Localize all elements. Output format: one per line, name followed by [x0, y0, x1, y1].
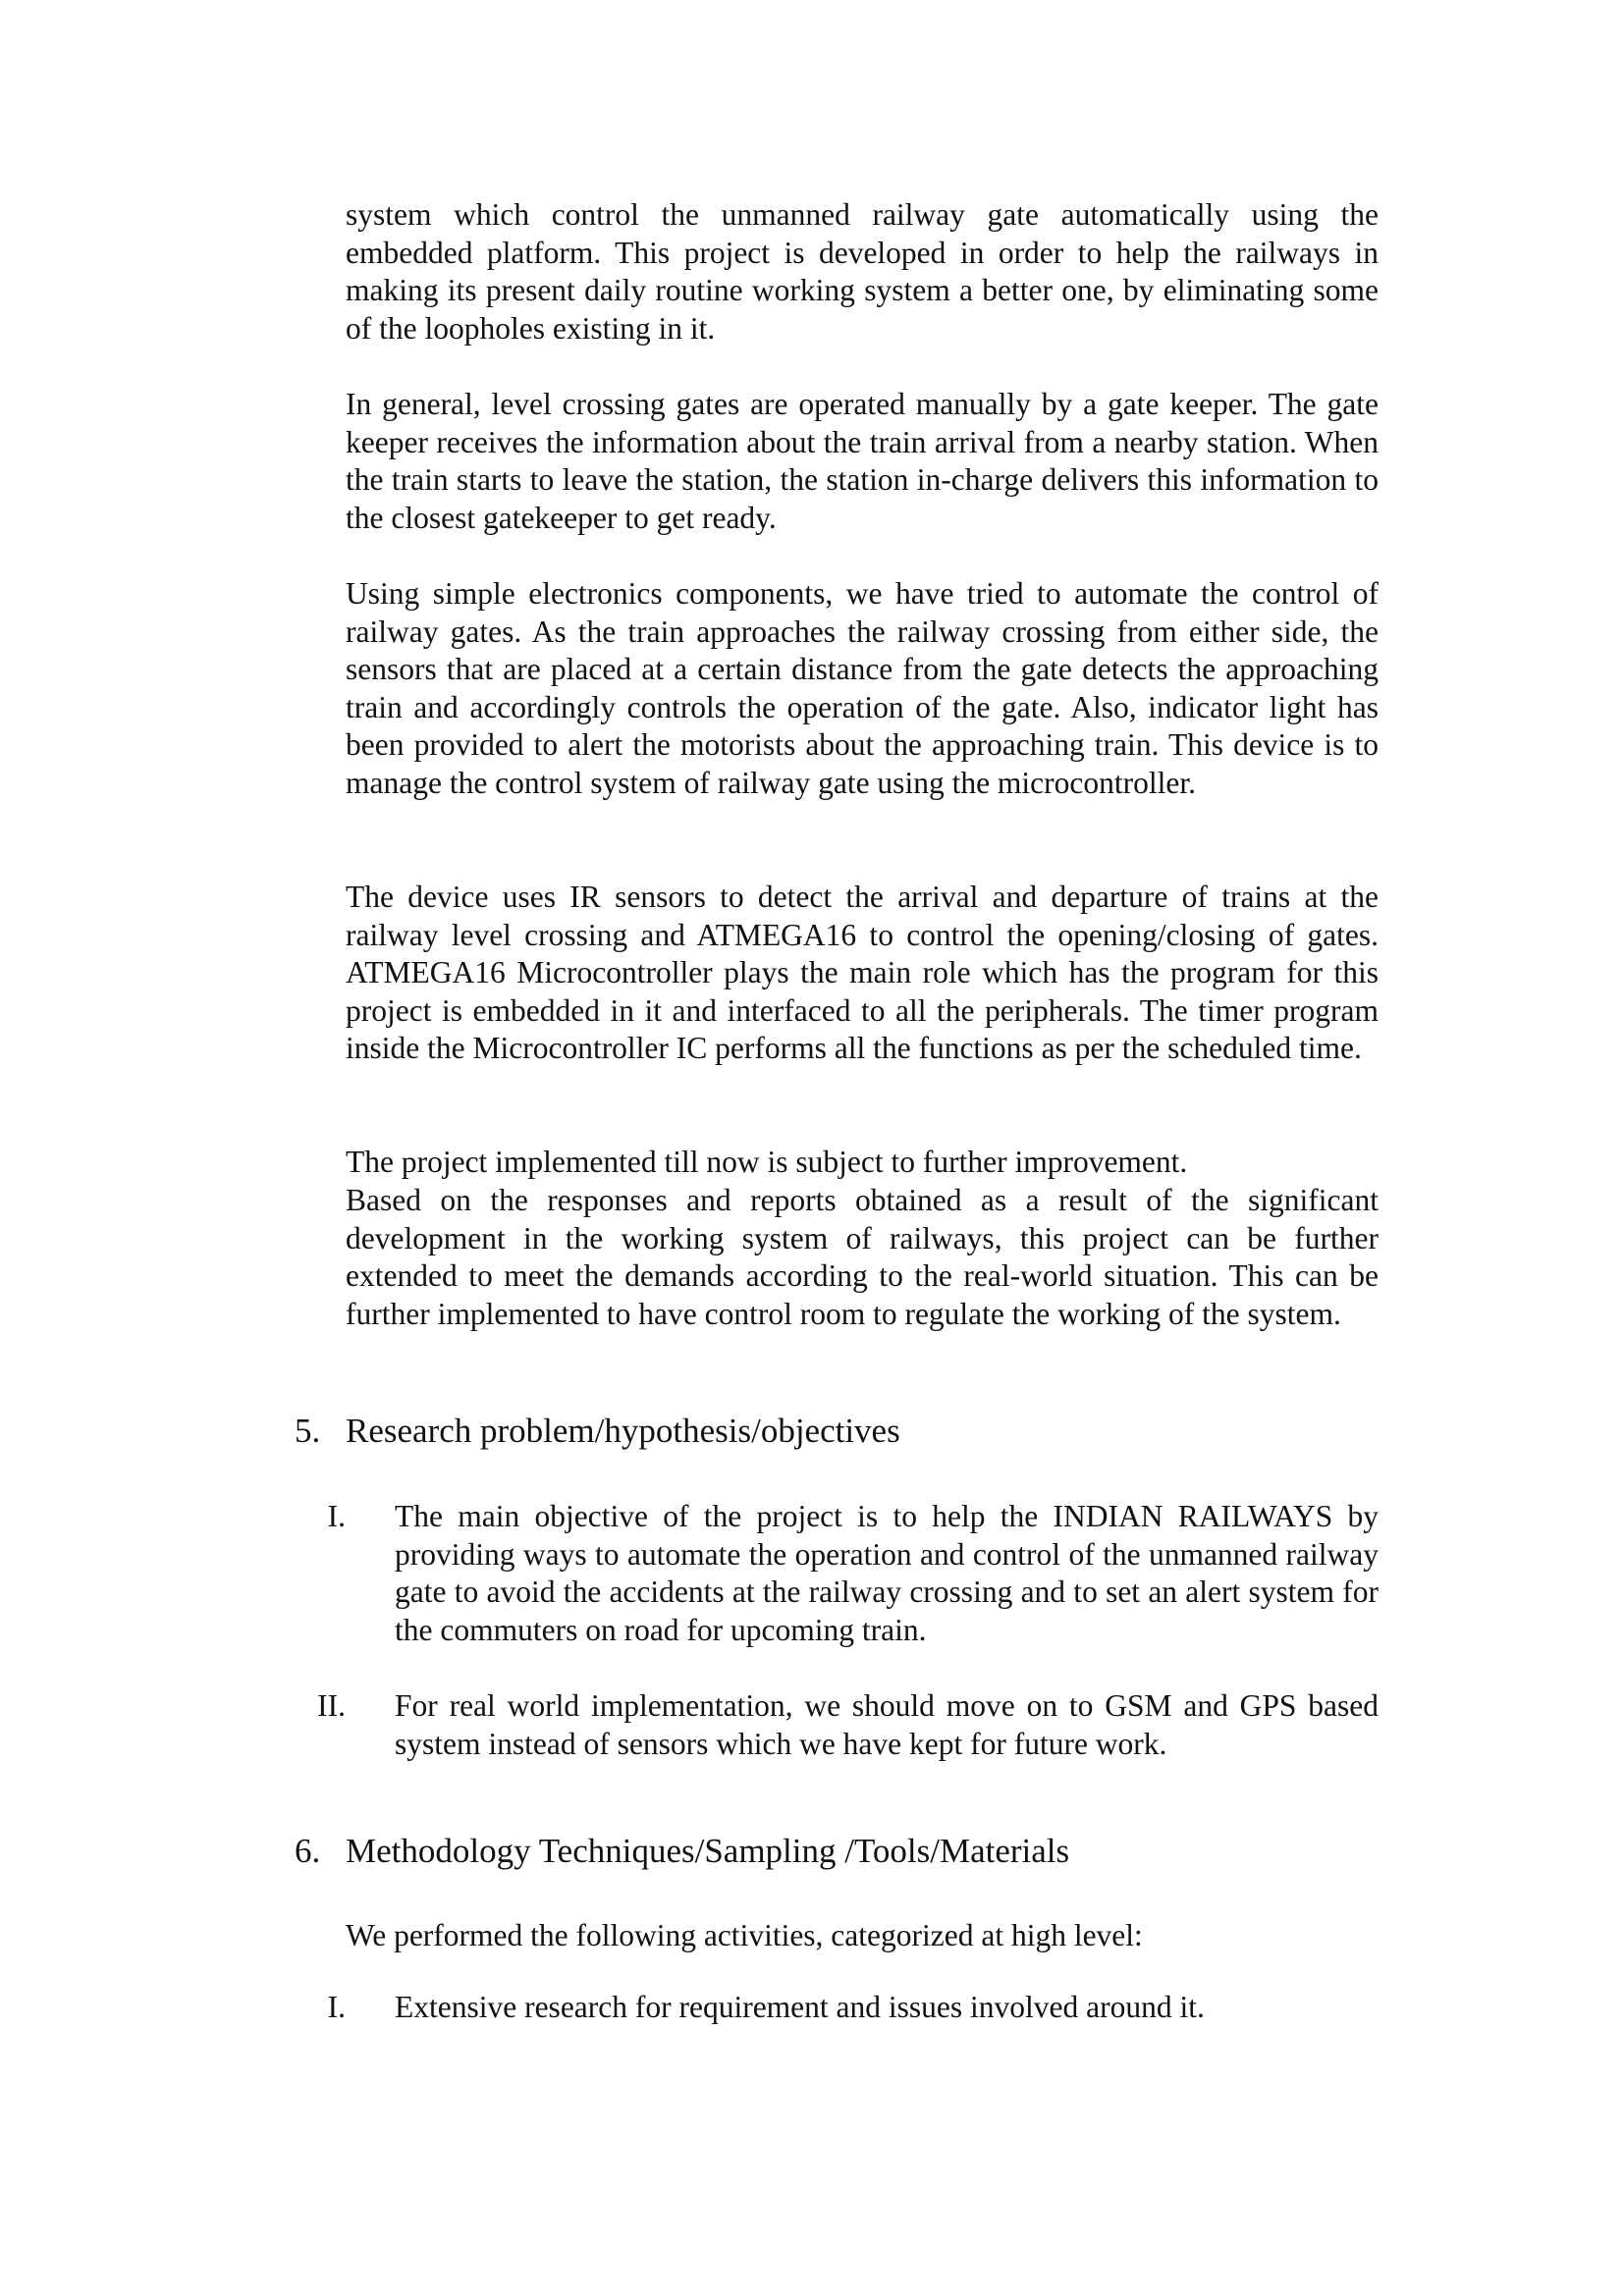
list-item-text: For real world implementation, we should move on to GSM and GPS based system instead of sensors which we have kept for future work.: [395, 1688, 1379, 1761]
list-marker: II.: [317, 1688, 346, 1723]
section-title: Methodology Techniques/Sampling /Tools/Materials: [346, 1832, 1070, 1870]
list-item-text: The main objective of the project is to help the INDIAN RAILWAYS by providing ways to automate the operation and control of the unmanned railway gate to avoid the accidents at the railway crossing and to set an alert system for the commuters on road for upcoming train.: [395, 1499, 1379, 1647]
list-item-text: Extensive research for requirement and issues involved around it.: [395, 1990, 1205, 2024]
list-marker: I.: [327, 1990, 346, 2024]
paragraph-manual-gate-operation: In general, level crossing gates are operated manually by a gate keeper. The gate keeper receives the information about the train arrival from a nearby station. When the train starts to leave the station, the station in-charge delivers this information to the closest gatekeeper to get ready.: [346, 387, 1379, 535]
section-heading-research-problem: [295, 1411, 900, 1452]
section-heading-methodology: [295, 1831, 1069, 1872]
paragraph-device-description: The device uses IR sensors to detect the arrival and departure of trains at the railway level crossing and ATMEGA16 to control the opening/closing of gates. ATMEGA16 Microcontroller plays the main role which has the program for this project is embedded in it and interfaced to all the peripherals. The timer program inside the Microcontroller IC performs all the functions as per the scheduled time.: [346, 880, 1379, 1066]
methodology-intro: We performed the following activities, categorized at high level:: [346, 1918, 1143, 1952]
list-marker: I.: [327, 1499, 346, 1533]
section-number: 6.: [295, 1832, 321, 1870]
paragraph-system-overview: system which control the unmanned railway gate automatically using the embedded platform. This project is developed in order to help the railways in making its present daily routine working system a better one, by eliminating some of the loopholes existing in it.: [346, 197, 1379, 346]
paragraph-further-improvement: The project implemented till now is subject to further improvement.: [346, 1145, 1188, 1179]
paragraph-future-extension: Based on the responses and reports obtained as a result of the significant development in the working system of railways, this project can be further extended to meet the demands according to the real-world situation. This can be further implemented to have control room to regulate the working of the system.: [346, 1183, 1379, 1331]
section-title: Research problem/hypothesis/objectives: [346, 1412, 900, 1450]
section-number: 5.: [295, 1412, 321, 1450]
paragraph-automation-approach: Using simple electronics components, we have tried to automate the control of railway gates. As the train approaches the railway crossing from either side, the sensors that are placed at a certain distance from the gate detects the approaching train and accordingly controls the operation of the gate. Also, indicator light has been provided to alert the motorists about the approaching train. This device is to manage the control system of railway gate using the microcontroller.: [346, 576, 1379, 800]
